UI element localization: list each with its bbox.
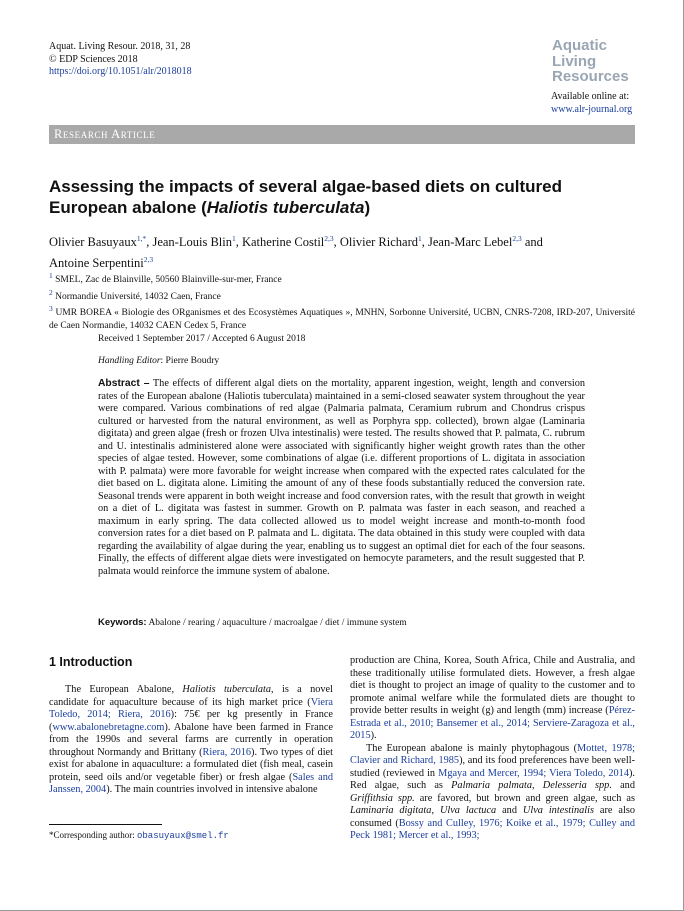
author[interactable]: Olivier Basuyaux$^{1,*}$: [49, 234, 147, 250]
author[interactable]: Antoine Serpentini$^{2,3}$: [49, 255, 154, 271]
reference-link[interactable]: Bossy and Culley, 1976; Koike et al., 1979; Culley and Peck 1981; Mercer et al., 1993;: [350, 817, 635, 841]
affiliation: $^3$ UMR BOREA « Biologie des ORganismes et des Ecosystèmes Aquatiques », MNHN, Sorbonne Université, UCBN, CNRS-7208, IRD-207, Université de Caen Normandie, 14032 CAEN Cedex 5, France: [49, 304, 636, 331]
affiliation: $^1$ SMEL, Zac de Blainville, 50560 Blainville-sur-mer, France: [49, 271, 282, 286]
abstract-text: The effects of different algal diets on the mortality, apparent ingestion, weight, length and conversion rates of the European abalone (Haliotis tuberculata) maintained in a semi-closed seawater system throughout the year were compared. Various combinations of red algae (Palmaria palmata, Ceramium rubrum and Chondrus crispus cultured or harvested from the natural environment, as well as Porphyra spp. collected), brown algae (Laminaria digitata) and green algae (fresh or frozen Ulva intestinalis) were tested. The results showed that P. palmata, C. rubrum and U. intestinalis administered alone were associated with significantly higher weight growth rates than the other species of algae tested. However, some combinations of algae (i.e. different proportions of L. digitata in association with P. palmata) were more favorable for weight increase when compared with the expected rates calculated for the diet based on L. digitata alone. Limiting the amount of any of these foods substantially reduced the conversion rate. Seasonal trends were apparent in both weight increase and food conversion rates, with the result that growth in weight on a diet of L. digitata was fastest in summer. Growth on P. palmata was faster in each season, and reached a maximum in early spring. The data collected allowed us to model weight increase and month-to-month food conversion rates for a diet based on P. palmata and L. digitata. The data obtained in this study were coupled with data regarding the availability of algae during the year, enabling us to suggest an optimal diet for each of the four seasons. Finally, the effects of different algae diets were investigated on hemocyte parameters, and the result suggested that P. palmata would reinforce the immune system of abalone.: [98, 378, 586, 577]
section-bar: [49, 125, 635, 144]
body-column-right: [350, 655, 635, 843]
affiliations: [49, 270, 635, 332]
abstract: [98, 378, 585, 578]
keywords: Keywords: Abalone / rearing / aquaculture / macroalgae / diet / immune system: [98, 617, 407, 628]
author[interactable]: Olivier Richard$^1$: [339, 234, 422, 250]
section-label: Research Article: [54, 127, 156, 141]
author[interactable]: Jean-Marc Lebel$^{2,3}$: [428, 234, 522, 250]
section-heading: 1 Introduction: [49, 655, 133, 669]
footnote-divider: [49, 824, 162, 825]
handling-editor: Handling Editor: Pierre Boudry: [98, 356, 220, 366]
reference-link[interactable]: Mottet, 1978; Clavier and Richard, 1985: [350, 742, 635, 766]
corresponding-author-footnote: *Corresponding author: obasuyaux@smel.fr: [49, 830, 229, 841]
affiliation: $^2$ Normandie Université, 14032 Caen, France: [49, 287, 221, 302]
author-list: Olivier Basuyaux$^{1,*}$, Jean-Louis Blin$^1$, Katherine Costil$^{2,3}$, Olivier Richard$^1$, Jean-Marc Lebel$^{2,3}$ and Antoine Serpentini$^{2,3}$: [49, 234, 543, 271]
email-link[interactable]: obasuyaux@smel.fr: [137, 831, 229, 841]
paragraph: production are China, Korea, South Africa, Chile and Australia, and these traditionally utilise formulated diets. However, a fresh algae diet is thought to project an image of quality to the customer and to promote animal welfare while the formulated diets are thought to provide better results in weight (g) and length (mm) increase (Pérez-Estrada et al., 2010; Bansemer et al., 2014; Serviere-Zaragoza et al., 2015).: [350, 655, 635, 741]
website-link[interactable]: www.abalonebretagne.com: [52, 721, 165, 733]
copyright: © EDP Sciences 2018: [49, 53, 138, 65]
available-label: Available online at:: [551, 91, 630, 102]
abstract-label: Abstract –: [98, 378, 150, 389]
paragraph: The European abalone is mainly phytophagous (Mottet, 1978; Clavier and Richard, 1985), and its food preferences have been well-studied (reviewed in Mgaya and Mercer, 1994; Viera Toledo, 2014). Red algae, such as Palmaria palmata, Delesseria spp. and Griffithsia spp. are favored, but brown and green algae, such as Laminaria digitata, Ulva lactuca and Ulva intestinalis are also consumed (Bossy and Culley, 1976; Koike et al., 1979; Culley and Peck 1981; Mercer et al., 1993;: [350, 742, 635, 841]
reference-link[interactable]: Riera, 2016: [202, 746, 252, 758]
article-title: Assessing the impacts of several algae-based diets on cultured European abalone (Haliotis tuberculata): [49, 177, 563, 217]
citation: Aquat. Living Resour. 2018, 31, 28: [49, 41, 191, 52]
paragraph: The European Abalone, Haliotis tuberculata, is a novel candidate for aquaculture because of its high market price (Viera Toledo, 2014; Riera, 2016): 75€ per kg presently in France (www.abalonebretagne.com). Abalone have been farmed in France from the 1990s and several farms are currently in operation throughout Normandy and Brittany (Riera, 2016). Two types of diet exist for abalone in aquaculture: a formulated diet (fish meal, casein protein, seed oils and/or vegetable fiber) or fresh algae (Sales and Janssen, 2004). The main countries involved in intensive abalone: [49, 684, 333, 795]
received-accepted-dates: Received 1 September 2017 / Accepted 6 August 2018: [98, 334, 306, 344]
availability: [551, 91, 632, 116]
journal-url-link[interactable]: www.alr-journal.org: [551, 103, 633, 115]
body-column-left: [49, 684, 333, 797]
journal-logo: Aquatic Living Resources: [552, 37, 629, 85]
author[interactable]: Katherine Costil$^{2,3}$: [241, 234, 334, 250]
reference-link[interactable]: Viera Toledo, 2014; Riera, 2016: [49, 696, 333, 720]
reference-link[interactable]: Pérez-Estrada et al., 2010; Bansemer et al., 2014; Serviere-Zaragoza et al., 2015: [350, 705, 635, 741]
reference-link[interactable]: Mgaya and Mercer, 1994; Viera Toledo, 2014: [438, 767, 629, 779]
reference-link[interactable]: Sales and Janssen, 2004: [49, 771, 333, 795]
doi-link[interactable]: https://doi.org/10.1051/alr/2018018: [49, 66, 192, 77]
author[interactable]: Jean-Louis Blin$^1$: [152, 234, 236, 250]
citation-block: [49, 41, 192, 79]
